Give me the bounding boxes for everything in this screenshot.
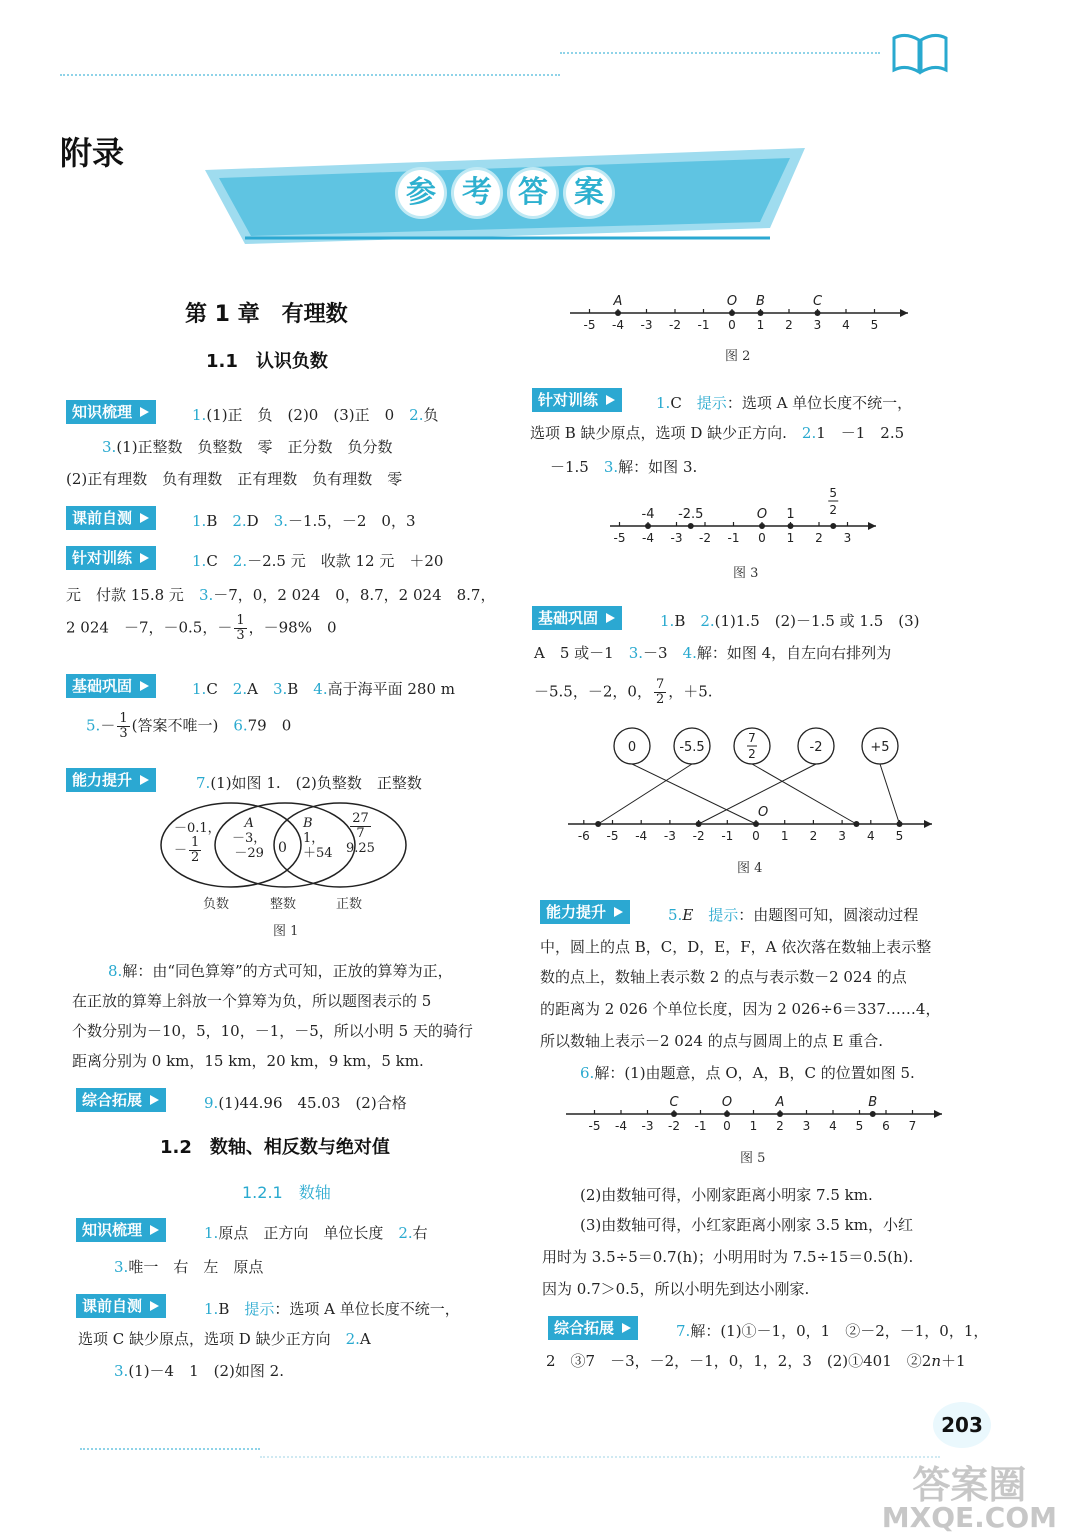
tick-label: -2 xyxy=(668,1119,680,1133)
point-dot xyxy=(830,523,836,529)
point-dot xyxy=(729,310,735,316)
point-label: B xyxy=(868,1095,878,1110)
tick-label: 0 xyxy=(728,318,736,332)
fraction-numerator: 5 xyxy=(829,486,838,500)
appendix-label: 附录 xyxy=(60,134,125,172)
answer-line: 元 付款 15.8 元 3.－7，0，2 024 0，8.7，2 024 8.7， xyxy=(66,586,496,604)
tick-label: -3 xyxy=(640,318,653,332)
section-title: 1.1 认识负数 xyxy=(206,351,328,372)
chapter-title: 第 1 章 有理数 xyxy=(185,302,348,327)
tick-label: -2 xyxy=(669,318,681,332)
fraction-denominator: 2 xyxy=(748,747,756,761)
point-dot xyxy=(759,523,765,529)
point-dot xyxy=(595,821,601,827)
tick-label: 2 xyxy=(815,531,823,545)
answer-line: 1.B 2.(1)1.5 (2)－1.5 或 1.5 (3) xyxy=(660,612,920,630)
fraction: $\frac{1}{3}$ xyxy=(236,613,245,643)
page-number: 203 xyxy=(933,1402,991,1448)
axis-arrow xyxy=(900,309,908,317)
figure-4-number-line xyxy=(560,722,940,852)
point-dot xyxy=(870,1111,876,1117)
tick-label: 3 xyxy=(838,829,846,843)
fraction-numerator: 7 xyxy=(748,731,756,745)
tag-nlts: 能力提升 xyxy=(540,900,630,924)
connector-line xyxy=(632,764,756,824)
fraction: $\frac{7}{2}$ xyxy=(655,677,665,707)
answer-line: 在正放的算筹上斜放一个算筹为负，所以题图表示的 5 xyxy=(72,992,432,1010)
answer-line: 2 ③7 －3，－2，－1，0，1，2，3 (2)①401 ②2n＋1 xyxy=(546,1352,966,1370)
point-label: C xyxy=(669,1095,679,1110)
tick-label: 3 xyxy=(843,531,852,545)
answer-line: 选项 C 缺少原点，选项 D 缺少正方向 2.A xyxy=(78,1330,371,1348)
answer-line: 用时为 3.5÷5＝0.7(h)；小明用时为 7.5÷15＝0.5(h). xyxy=(542,1248,914,1266)
tag-nlts: 能力提升 xyxy=(66,768,156,792)
tick-label: -4 xyxy=(642,531,654,545)
tick-label: 5 xyxy=(870,318,879,332)
tick-label: 5 xyxy=(855,1119,864,1133)
tick-label: 1 xyxy=(786,531,795,545)
tick-label: -4 xyxy=(615,1119,627,1133)
tick-label: -3 xyxy=(663,829,676,843)
tick-label: 5 xyxy=(895,829,904,843)
point-dot xyxy=(853,821,859,827)
tick-label: -1 xyxy=(697,318,710,332)
tick-label: -2 xyxy=(692,829,705,843)
fraction: $\frac{1}{3}$ xyxy=(119,711,128,741)
tick-label: -1 xyxy=(721,829,734,843)
tick-label: 3 xyxy=(813,318,822,332)
point-label: B xyxy=(756,294,765,309)
answer-line: 5.－ $\frac{1}{3}$ (答案不唯一) 6.79 0 xyxy=(86,711,292,741)
answer-line: 7.(1)如图 1. (2)负整数 正整数 xyxy=(196,774,422,792)
tag-jcgg: 基础巩固 xyxy=(66,674,156,698)
answer-line: 1.C 2.－2.5 元 收款 12 元 ＋20 xyxy=(192,552,444,570)
figure-caption: 图 3 xyxy=(733,566,759,581)
point-dot xyxy=(645,523,651,529)
answer-line: 1.C 2.A 3.B 4.高于海平面 280 m xyxy=(192,680,456,698)
point-label: A xyxy=(775,1095,785,1110)
answer-line: 中，圆上的点 B，C，D，E，F，A 依次落在数轴上表示整 xyxy=(540,938,932,956)
figure-5-number-line xyxy=(560,1090,950,1140)
tick-label: -4 xyxy=(612,318,624,332)
point-dot xyxy=(897,821,903,827)
answer-line: 的距离为 2 026 个单位长度，因为 2 026÷6＝337……4， xyxy=(540,1000,941,1018)
tick-label: -5 xyxy=(588,1119,601,1133)
fig1-label: 正数 xyxy=(336,897,363,912)
tick-label: -1 xyxy=(727,531,740,545)
tick-label: 1 xyxy=(756,318,765,332)
fig1-right-values: $\frac{27}{7}$ 9.25 xyxy=(346,811,375,856)
tag-zhtz: 综合拓展 xyxy=(548,1316,638,1340)
figure-caption: 图 4 xyxy=(737,861,763,876)
tick-label: 7 xyxy=(908,1119,917,1133)
tag-zdxl: 针对训练 xyxy=(532,388,622,412)
fraction-denominator: 2 xyxy=(829,503,838,517)
point-dot xyxy=(788,523,794,529)
tick-label: 2 xyxy=(785,318,793,332)
tag-kqzc: 课前自测 xyxy=(66,506,156,530)
connector-line xyxy=(598,764,692,824)
tick-label: 4 xyxy=(842,318,850,332)
fig1-label: 整数 xyxy=(270,897,297,912)
tick-label: 2 xyxy=(809,829,818,843)
answers-banner xyxy=(205,148,810,246)
tick-label: -5 xyxy=(606,829,619,843)
point-label: 1 xyxy=(786,507,795,522)
tick-label: 6 xyxy=(882,1119,890,1133)
answer-line: 3.唯一 右 左 原点 xyxy=(114,1258,264,1276)
axis-arrow xyxy=(868,522,876,530)
tick-label: -2 xyxy=(699,531,711,545)
answer-line: 距离分别为 0 km，15 km，20 km，9 km，5 km. xyxy=(72,1052,424,1070)
figure-caption: 图 2 xyxy=(725,349,751,364)
section-title: 1.2 数轴、相反数与绝对值 xyxy=(160,1137,390,1158)
answer-line: (2)正有理数 负有理数 正有理数 负有理数 零 xyxy=(66,470,403,488)
origin-label: O xyxy=(758,805,769,820)
answer-line: 因为 0.7＞0.5，所以小明先到达小刚家. xyxy=(542,1280,810,1298)
tick-label: 1 xyxy=(749,1119,758,1133)
circle-value: -2 xyxy=(809,740,823,755)
tick-label: -4 xyxy=(635,829,648,843)
figure-3-number-line xyxy=(600,484,890,554)
tick-label: 4 xyxy=(866,829,875,843)
banner-char: 案 xyxy=(566,170,612,216)
answer-line: 1.C 提示：选项 A 单位长度不统一， xyxy=(656,394,913,412)
tag-zszl: 知识梳理 xyxy=(66,400,156,424)
point-label: A xyxy=(613,294,623,309)
point-dot xyxy=(615,310,621,316)
footer-dotted-line-2 xyxy=(260,1456,940,1458)
figure-2-number-line xyxy=(560,285,920,337)
point-label: O xyxy=(721,1095,733,1110)
tick-label: -5 xyxy=(613,531,626,545)
tick-label: 4 xyxy=(829,1119,837,1133)
tick-label: -3 xyxy=(670,531,683,545)
answer-line: A 5 或－1 3.－3 4.解：如图 4，自左向右排列为 xyxy=(534,644,892,662)
tag-kqzc: 课前自测 xyxy=(76,1294,166,1318)
tick-label: 0 xyxy=(758,531,766,545)
point-dot xyxy=(815,310,821,316)
banner-char: 考 xyxy=(454,170,500,216)
answer-line: 5.E 提示：由题图可知，圆滚动过程 xyxy=(668,906,919,924)
answer-line: 2 024 －7，－0.5，－ $\frac{1}{3}$ ，－98% 0 xyxy=(66,613,337,643)
answer-line: 3.(1)正整数 负整数 零 正分数 负分数 xyxy=(102,438,393,456)
circle-value: 0 xyxy=(627,740,637,755)
tag-zdxl: 针对训练 xyxy=(66,546,156,570)
point-label: C xyxy=(812,294,823,309)
watermark-logo: 答案圈 MXQE.COM xyxy=(881,1463,1057,1534)
answer-line: 8.解：由“同色算筹”的方式可知，正放的算筹为正， xyxy=(108,962,453,980)
point-dot xyxy=(724,1111,730,1117)
point-label: O xyxy=(756,507,768,522)
figure-caption: 图 5 xyxy=(740,1151,766,1166)
tick-label: 3 xyxy=(802,1119,811,1133)
point-dot xyxy=(671,1111,677,1117)
point-dot xyxy=(753,821,759,827)
banner-char: 答 xyxy=(510,170,556,216)
answer-line: (2)由数轴可得，小刚家距离小明家 7.5 km. xyxy=(580,1186,873,1204)
answer-line: 7.解：(1)①－1，0，1 ②－2，－1，0，1， xyxy=(676,1322,989,1340)
fig1-zero: 0 xyxy=(278,840,287,856)
fig1-set-a: A －3， －29 xyxy=(232,816,267,861)
point-label: -2.5 xyxy=(678,507,704,522)
tick-label: 1 xyxy=(780,829,789,843)
point-label: -4 xyxy=(641,507,655,522)
point-dot xyxy=(777,1111,783,1117)
fig1-label: 负数 xyxy=(203,897,230,912)
answer-line: －1.5 3.解：如图 3. xyxy=(550,458,698,476)
tick-label: 0 xyxy=(723,1119,731,1133)
answer-line: 6.解：(1)由题意，点 O，A，B，C 的位置如图 5. xyxy=(580,1064,915,1082)
tick-label: -1 xyxy=(694,1119,707,1133)
answer-line: 所以数轴上表示－2 024 的点与圆周上的点 E 重合. xyxy=(540,1032,883,1050)
header-dotted-line-2 xyxy=(560,52,880,54)
tag-zszl: 知识梳理 xyxy=(76,1218,166,1242)
tag-jcgg: 基础巩固 xyxy=(532,606,622,630)
answer-line: 个数分别为－10，5，10，－1，－5，所以小明 5 天的骑行 xyxy=(72,1022,473,1040)
circle-value: +5 xyxy=(870,740,890,755)
footer-dotted-line xyxy=(80,1448,260,1450)
banner-char: 参 xyxy=(398,170,444,216)
answer-line: 3.(1)－4 1 (2)如图 2. xyxy=(114,1362,284,1380)
point-dot xyxy=(696,821,702,827)
circle-value: -5.5 xyxy=(679,740,705,755)
answer-line: 1.B 提示：选项 A 单位长度不统一， xyxy=(204,1300,460,1318)
answer-line: 1.(1)正 负 (2)0 (3)正 0 2.负 xyxy=(192,406,439,424)
connector-line xyxy=(880,764,900,824)
answer-line: (3)由数轴可得，小红家距离小刚家 3.5 km，小红 xyxy=(580,1216,913,1234)
answer-line: 1.B 2.D 3.－1.5，－2 0，3 xyxy=(192,512,416,530)
axis-arrow xyxy=(924,820,932,828)
book-icon xyxy=(890,30,950,76)
tick-label: -5 xyxy=(583,318,596,332)
subsection-title: 1.2.1 数轴 xyxy=(242,1183,331,1202)
answer-line: 9.(1)44.96 45.03 (2)合格 xyxy=(204,1094,407,1112)
tag-zhtz: 综合拓展 xyxy=(76,1088,166,1112)
fig1-set-b: B 1， ＋54 xyxy=(303,816,333,861)
point-label: O xyxy=(726,294,738,309)
tick-label: 2 xyxy=(776,1119,784,1133)
answer-line: －5.5，－2，0， $\frac{7}{2}$ ，＋5. xyxy=(534,677,713,707)
answer-line: 选项 B 缺少原点，选项 D 缺少正方向. 2.1 －1 2.5 xyxy=(530,424,905,442)
point-dot xyxy=(758,310,764,316)
header-dotted-line xyxy=(60,74,560,76)
point-dot xyxy=(688,523,694,529)
axis-arrow xyxy=(934,1110,942,1118)
fig1-left-values: －0.1， － $\frac{1}{2}$ xyxy=(174,821,221,865)
answer-line: 1.原点 正方向 单位长度 2.右 xyxy=(204,1224,428,1242)
figure-caption: 图 1 xyxy=(273,924,299,939)
answer-line: 数的点上，数轴上表示数 2 的点与表示数－2 024 的点 xyxy=(540,968,907,986)
tick-label: 0 xyxy=(752,829,760,843)
tick-label: -3 xyxy=(641,1119,654,1133)
tick-label: -6 xyxy=(577,829,590,843)
